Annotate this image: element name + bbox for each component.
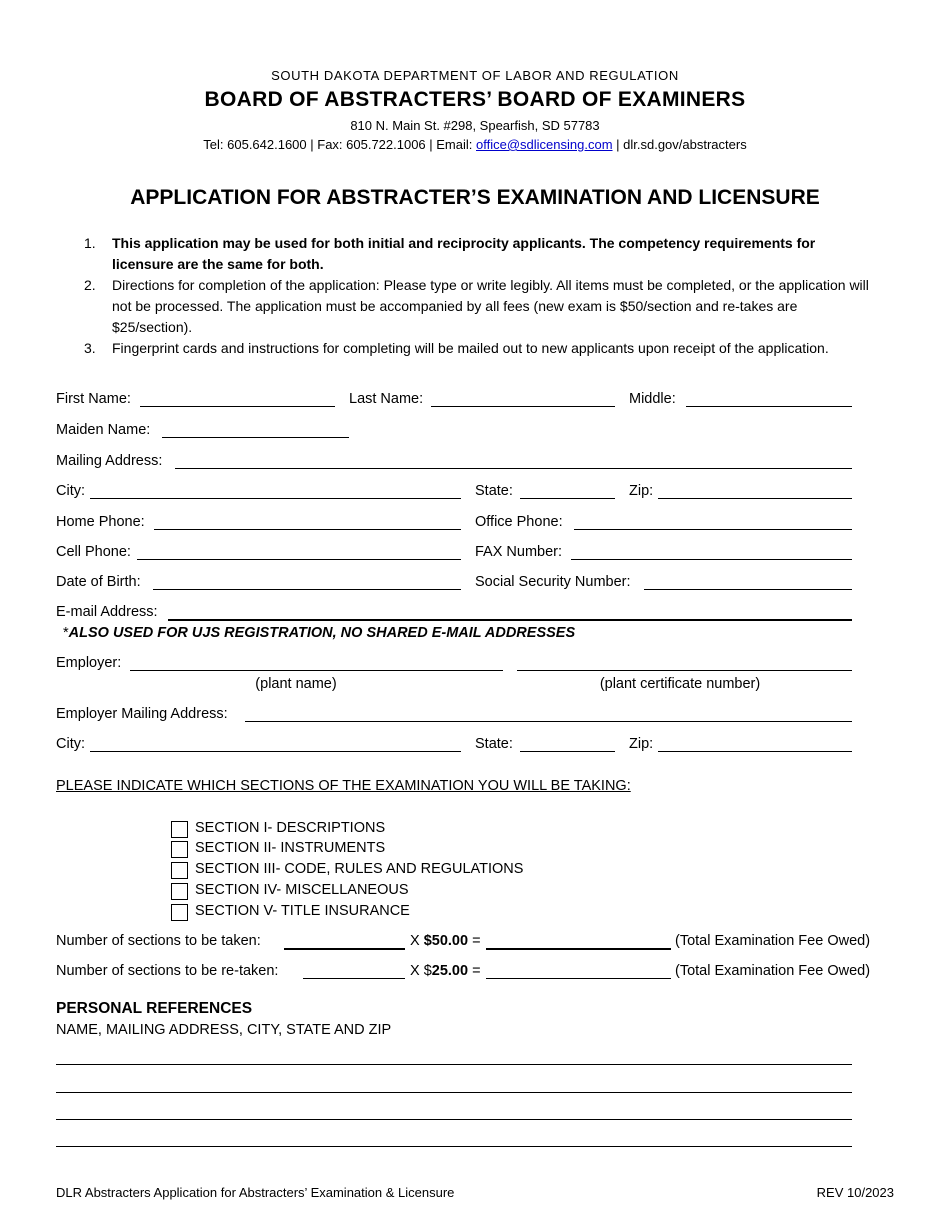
footer-revision: REV 10/2023 <box>816 1185 894 1200</box>
reference-line[interactable] <box>56 1064 852 1065</box>
city-field[interactable] <box>90 498 461 499</box>
new-fee-x: X <box>410 933 424 949</box>
email-note <box>63 625 575 641</box>
zip-label: Zip: <box>629 483 654 499</box>
dob-field[interactable] <box>153 589 461 590</box>
city-label: City: <box>56 483 85 499</box>
email-link[interactable]: office@sdlicensing.com <box>476 137 613 152</box>
section-checkbox[interactable] <box>171 862 188 879</box>
contact-website: | dlr.sd.gov/abstracters <box>612 137 747 152</box>
employer-state-label: State: <box>475 736 513 752</box>
new-fee-total-field[interactable] <box>486 948 671 950</box>
state-label: State: <box>475 483 513 499</box>
office-phone-label: Office Phone: <box>475 514 563 530</box>
new-fee-total-note: (Total Examination Fee Owed) <box>675 933 871 949</box>
instruction-item <box>84 233 874 275</box>
sections-taken-field[interactable] <box>284 948 405 950</box>
mailing-address-field[interactable] <box>175 468 852 469</box>
section-label: SECTION IV- MISCELLANEOUS <box>195 882 409 898</box>
employer-plant-cert-field[interactable] <box>517 670 852 671</box>
page-title: APPLICATION FOR ABSTRACTER’S EXAMINATION AND LICENSURE <box>130 186 820 209</box>
home-phone-label: Home Phone: <box>56 514 145 530</box>
section-label: SECTION II- INSTRUMENTS <box>195 840 386 856</box>
instruction-item <box>84 338 874 359</box>
retake-fee-x: X $ <box>410 963 432 979</box>
maiden-name-label: Maiden Name: <box>56 422 151 438</box>
middle-name-label: Middle: <box>629 391 676 407</box>
middle-name-field[interactable] <box>686 406 852 407</box>
employer-state-field[interactable] <box>520 751 615 752</box>
last-name-label: Last Name: <box>349 391 424 407</box>
first-name-field[interactable] <box>140 406 335 407</box>
board-address: 810 N. Main St. #298, Spearfish, SD 57783 <box>350 118 600 133</box>
email-field[interactable] <box>168 619 852 621</box>
retake-fee-amount: 25.00 <box>431 963 469 979</box>
first-name-label: First Name: <box>56 391 131 407</box>
state-field[interactable] <box>520 498 615 499</box>
employer-plant-name-field[interactable] <box>130 670 503 671</box>
office-phone-field[interactable] <box>574 529 852 530</box>
department-name: SOUTH DAKOTA DEPARTMENT OF LABOR AND REGULATION <box>271 68 679 83</box>
section-label: SECTION III- CODE, RULES AND REGULATIONS <box>195 861 524 877</box>
instruction-number: 3. <box>84 340 96 356</box>
zip-field[interactable] <box>658 498 852 499</box>
instruction-number: 1. <box>84 235 96 251</box>
sections-taken-label: Number of sections to be taken: <box>56 933 261 949</box>
section-checkbox[interactable] <box>171 883 188 900</box>
references-subheading: NAME, MAILING ADDRESS, CITY, STATE AND ZIP <box>56 1022 392 1038</box>
reference-line[interactable] <box>56 1119 852 1120</box>
instruction-text: This application may be used for both initial and reciprocity applicants. The competency requirements for licensure are the same for both. <box>112 235 816 272</box>
employer-city-field[interactable] <box>90 751 461 752</box>
employer-zip-field[interactable] <box>658 751 852 752</box>
section-checkbox[interactable] <box>171 821 188 838</box>
plant-cert-caption: (plant certificate number) <box>599 676 761 692</box>
fax-number-label: FAX Number: <box>475 544 563 560</box>
sections-heading: PLEASE INDICATE WHICH SECTIONS OF THE EXAMINATION YOU WILL BE TAKING: <box>56 778 631 794</box>
reference-line[interactable] <box>56 1146 852 1147</box>
email-note-text: ALSO USED FOR UJS REGISTRATION, NO SHARED E-MAIL ADDRESSES <box>68 625 576 641</box>
section-checkbox[interactable] <box>171 841 188 858</box>
instruction-text: Fingerprint cards and instructions for completing will be mailed out to new applicants upon receipt of the application. <box>112 340 829 356</box>
board-name: BOARD OF ABSTRACTERS’ BOARD OF EXAMINERS <box>204 88 746 111</box>
instruction-number: 2. <box>84 277 96 293</box>
fax-number-field[interactable] <box>571 559 852 560</box>
contact-phone-fax: Tel: 605.642.1600 | Fax: 605.722.1006 | Email: <box>203 137 476 152</box>
new-fee-equals: = <box>468 933 481 949</box>
retake-fee-total-field[interactable] <box>486 978 671 979</box>
email-label: E-mail Address: <box>56 604 158 620</box>
footer-form-name: DLR Abstracters Application for Abstracters’ Examination & Licensure <box>56 1185 455 1200</box>
last-name-field[interactable] <box>431 406 615 407</box>
new-fee-amount: $50.00 <box>423 933 469 949</box>
instruction-item <box>84 275 874 338</box>
retake-fee-multiplier <box>410 963 481 979</box>
new-fee-multiplier <box>410 933 481 949</box>
retake-fee-total-note: (Total Examination Fee Owed) <box>675 963 871 979</box>
employer-label: Employer: <box>56 655 122 671</box>
employer-zip-label: Zip: <box>629 736 654 752</box>
ssn-label: Social Security Number: <box>475 574 631 590</box>
section-checkbox[interactable] <box>171 904 188 921</box>
section-label: SECTION V- TITLE INSURANCE <box>195 903 410 919</box>
instruction-text: Directions for completion of the application: Please type or write legibly. All items must be completed, or the application will not be processed. The application must be accompanied by all fees (new exam is $50/section and re-takes are $25/section). <box>112 277 869 335</box>
references-heading: PERSONAL REFERENCES <box>56 1000 253 1017</box>
employer-city-label: City: <box>56 736 85 752</box>
plant-name-caption: (plant name) <box>255 676 337 692</box>
mailing-address-label: Mailing Address: <box>56 453 163 469</box>
employer-mailing-field[interactable] <box>245 721 852 722</box>
maiden-name-field[interactable] <box>162 437 349 438</box>
cell-phone-field[interactable] <box>137 559 461 560</box>
sections-retaken-label: Number of sections to be re-taken: <box>56 963 279 979</box>
cell-phone-label: Cell Phone: <box>56 544 131 560</box>
email-note-asterisk: * <box>63 625 69 641</box>
ssn-field[interactable] <box>644 589 852 590</box>
section-label: SECTION I- DESCRIPTIONS <box>195 820 386 836</box>
sections-retaken-field[interactable] <box>303 978 405 979</box>
dob-label: Date of Birth: <box>56 574 141 590</box>
retake-fee-equals: = <box>468 963 481 979</box>
reference-line[interactable] <box>56 1092 852 1093</box>
home-phone-field[interactable] <box>154 529 461 530</box>
employer-mailing-label: Employer Mailing Address: <box>56 706 228 722</box>
contact-line <box>0 137 950 152</box>
